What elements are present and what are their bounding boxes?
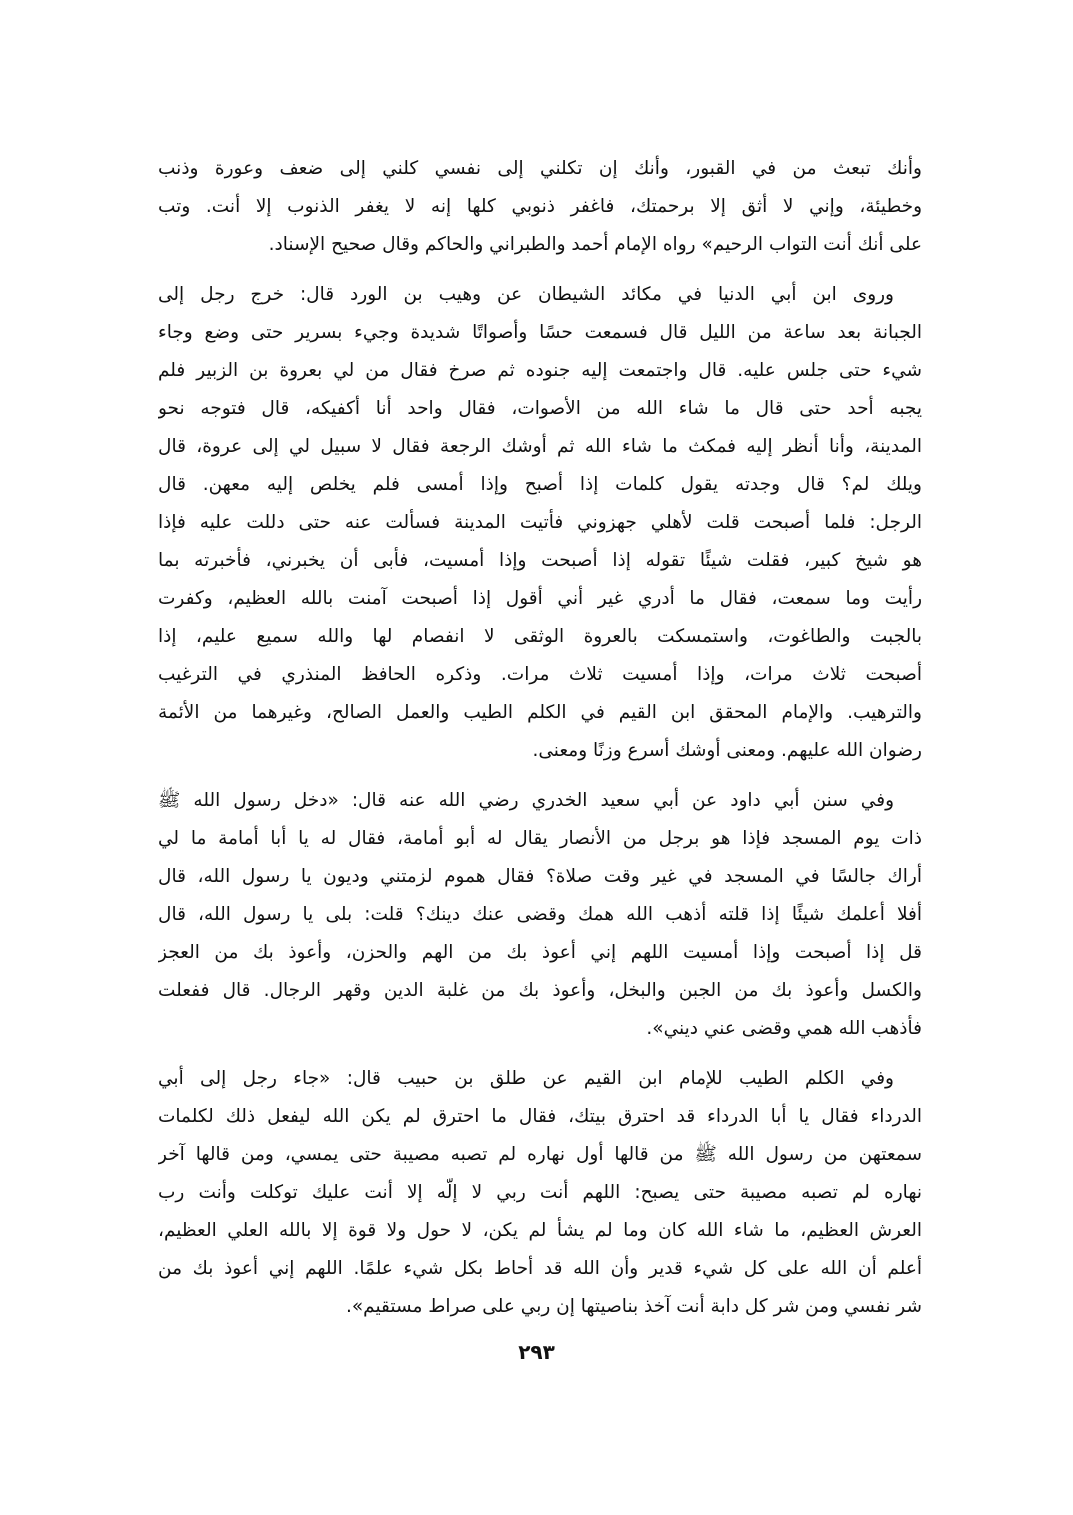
text-line: المدينة، وأنا أنظر إليه فمكث ما شاء الله ثم أوشك الرجعة فقال لا سبيل لي إلى عروة، قال [158,436,922,457]
text-line: وفي الكلم الطيب للإمام ابن القيم عن طلق بن حبيب قال: «جاء رجل إلى أبي [158,1068,894,1089]
text-line: أعلم أن الله على كل شيء قدير وأن الله قد أحاط بكل شيء علمًا. اللهم إني أعوذ بك من [158,1258,922,1279]
text-line: الجبانة بعد ساعة من الليل قال فسمعت حسًا وأصواتًا شديدة وجيء بسرير حتى وضع وجاء [158,322,922,343]
text-line: وفي سنن أبي داود عن أبي سعيد الخدري رضي الله عنه قال: «دخل رسول الله ﷺ [158,790,894,811]
text-line: وروى ابن أبي الدنيا في مكائد الشيطان عن وهيب بن الورد قال: خرج رجل إلى [158,284,894,305]
page-number: ٢٩٣ [518,1340,555,1364]
paragraph [158,276,922,770]
text-line: سمعتهن من رسول الله ﷺ من قالها أول نهاره لم تصبه مصيبة حتى يمسي، ومن قالها آخر [158,1144,922,1165]
text-line: على أنك أنت التواب الرحيم» رواه الإمام أحمد والطبراني والحاكم وقال صحيح الإسناد. [268,234,922,255]
text-line: ويلك لم؟ قال وجدته يقول كلمات إذا أصبح وإذا أمسى فلم يخلص إليه معهن. قال [158,474,922,495]
text-line: وأنك تبعث من في القبور، وأنك إن تكلني إلى نفسي كلني إلى ضعف وعورة وذنب [158,158,922,179]
text-line: شيء حتى جلس عليه. قال واجتمعت إليه جنوده ثم صرخ فقال من لي بعروة بن الزبير فلم [158,360,922,381]
text-line: العرش العظيم، ما شاء الله كان وما لم يشأ لم يكن، لا حول ولا قوة إلا بالله العلي العظيم، [158,1220,922,1241]
text-line: أراك جالسًا في المسجد في غير وقت صلاة؟ فقال هموم لزمتني وديون يا رسول الله، قال [158,866,922,887]
page-body [158,150,922,1338]
text-line: بالجبت والطاغوت، واستمسكت بالعروة الوثقى لا انفصام لها والله سميع عليم، إذا [158,626,922,647]
paragraph [158,1060,922,1326]
text-line: والكسل وأعوذ بك من الجبن والبخل، وأعوذ بك من غلبة الدين وقهر الرجال. قال ففعلت [158,980,922,1001]
text-line: الدرداء فقال يا أبا الدرداء قد احترق بيتك، فقال ما احترق لم يكن الله ليفعل ذلك لكلمات [158,1106,922,1127]
text-line: شر نفسي ومن شر كل دابة أنت آخذ بناصيتها إن ربي على صراط مستقيم». [345,1296,922,1317]
text-line: والترهيب. والإمام المحقق ابن القيم في الكلم الطيب والعمل الصالح، وغيرهما من الأئمة [158,702,922,723]
text-line: رأيت وما سمعت، فقال ما أدري غير أني أقول إذا أصبحت آمنت بالله العظيم، وكفرت [158,588,922,609]
text-line: نهاره لم تصبه مصيبة حتى يصبح: اللهم أنت ربي لا إلّه إلا أنت عليك توكلت وأنت رب [158,1182,922,1203]
text-line: رضوان الله عليهم. ومعنى أوشك أسرع وزنًا ومعنى. [532,740,922,761]
text-line: ذات يوم المسجد فإذا هو برجل من الأنصار يقال له أبو أمامة، فقال له يا أبا أمامة ما لي [158,828,922,849]
text-line: أفلا أعلمك شيئًا إذا قلته أذهب الله همك وقضى عنك دينك؟ قلت: بلى يا رسول الله، قال [158,904,922,925]
text-line: قل إذا أصبحت وإذا أمسيت اللهم إني أعوذ بك من الهم والحزن، وأعوذ بك من العجز [158,942,922,963]
text-line: هو شيخ كبير، فقلت شيئًا تقوله إذا أصبحت وإذا أمسيت، فأبى أن يخبرني، فأخبرته بما [158,550,922,571]
paragraph [158,150,922,264]
text-line: أصبحت ثلاث مرات، وإذا أمسيت ثلاث مرات. وذكره الحافظ المنذري في الترغيب [158,664,922,685]
text-line: يجبه أحد حتى قال ما شاء الله من الأصوات، فقال واحد أنا أكفيكه، قال فتوجه نحو [158,398,922,419]
text-line: فأذهب الله همي وقضى عني ديني». [646,1018,922,1039]
text-line: الرجل: فلما أصبحت قلت لأهلي جهزوني فأتيت المدينة فسألت عنه حتى دللت عليه فإذا [158,512,922,533]
paragraph [158,782,922,1048]
text-line: وخطيئة، وإني لا أثق إلا برحمتك، فاغفر ذنوبي كلها إنه لا يغفر الذنوب إلا أنت. وتب [158,196,922,217]
